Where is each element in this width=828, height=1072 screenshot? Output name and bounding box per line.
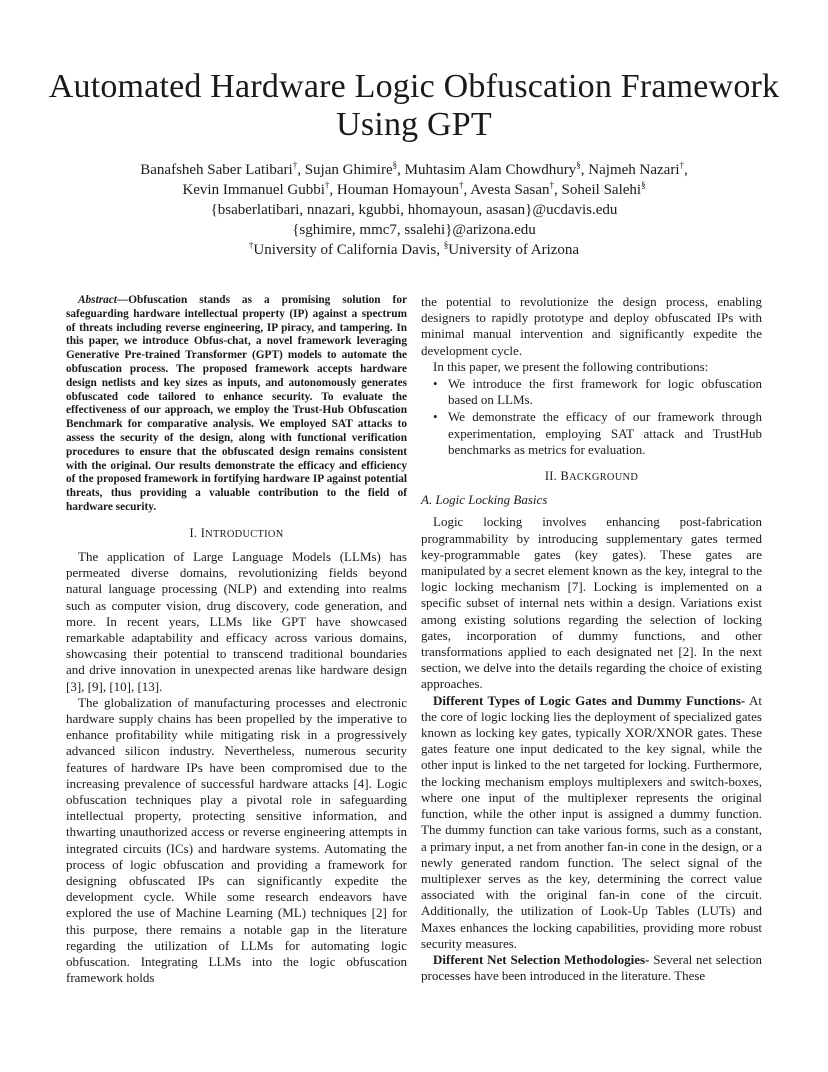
- list-item-text: We demonstrate the efficacy of our framework through experimentation, employing SAT attack and TrustHub benchmarks as metrics for evaluation.: [448, 409, 762, 457]
- list-item: [433, 409, 762, 458]
- author-name: Soheil Salehi: [561, 182, 642, 198]
- paragraph-text: Several net selection processes have been introduced in the literature. These: [421, 951, 762, 984]
- subsection-heading: A. Logic Locking Basics: [421, 492, 548, 508]
- author-name: Avesta Sasan: [470, 182, 550, 198]
- section-cap: B: [560, 469, 570, 484]
- affiliation-mark: †: [248, 240, 254, 250]
- background-paragraph-2: [421, 693, 762, 952]
- affiliation-mark: †: [679, 160, 684, 170]
- section-rest: ACKGROUND: [569, 472, 639, 484]
- intro-paragraph-2-continued: the potential to revolutionize the design process, enabling designers to rapidly prototype and deploy obfuscated IPs with minimal manual intervention and significantly expedite the development cycle.: [421, 294, 762, 358]
- affiliation-mark: §: [576, 160, 581, 170]
- section-number: I.: [189, 525, 201, 540]
- affiliation-arizona: University of Arizona: [448, 242, 580, 258]
- author-line-2: Kevin Immanuel Gubbi†, Houman Homayoun†, Avesta Sasan†, Soheil Salehi§: [182, 180, 646, 198]
- affiliation-mark: §: [443, 240, 449, 250]
- author-name: Kevin Immanuel Gubbi: [182, 182, 325, 198]
- bullet-icon: •: [433, 409, 438, 425]
- paper-title: Automated Hardware Logic Obfuscation Framework Using GPT: [48, 68, 780, 143]
- author-name: Najmeh Nazari: [588, 162, 680, 178]
- abstract-text: —Obfuscation stands as a promising solution for safeguarding hardware intellectual property (IP) against a spectrum of threats including reverse engineering, IP piracy, and tampering. In this paper, we introduce Obfus-chat, a novel framework leveraging Generative Pre-trained Transformer (GPT) models to automate the obfuscation process. The proposed framework accepts hardware design netlists and key sizes as inputs, and autonomously generates obfuscated code tailored to enhance security. To evaluate the effectiveness of our approach, we employ the Trust-Hub Obfuscation Benchmark for comparative analysis. We employed SAT attacks to assess the security of the design, along with functional verification procedures to ensure that the obfuscated design remains consistent with the original. Our results demonstrate the efficacy and efficiency of the proposed framework in fortifying hardware IP against potential threats, thus providing a valuable contribution to the field of hardware security.: [66, 294, 407, 513]
- author-name: Muhtasim Alam Chowdhury: [404, 162, 577, 178]
- run-in-heading: Different Types of Logic Gates and Dummy Functions-: [433, 692, 746, 708]
- right-column: [421, 294, 762, 984]
- affiliation-mark: §: [641, 180, 646, 190]
- section-heading-background: [421, 468, 762, 486]
- paragraph-text: At the core of logic locking lies the deployment of specialized gates known as locking key gates, typically XOR/XNOR gates. These gates feature one input dedicated to the key signal, while the other input is linked to the net targeted for locking. Furthermore, the locking mechanism employs multiplexers and switch-boxes, where one input of the multiplexer represents the original function, while the other input is assigned a dummy function. The dummy function can take various forms, such as a constant, a primary input, a net from another fan-in cone in the design, or a newly generated random function. The select signal of the multiplexer serves as the key, determining the correct value associated with the original fan-in cone of the circuit. Additionally, the utilization of Look-Up Tables (LUTs) and Maxes enhances the locking capabilities, providing more robust security measures.: [421, 692, 762, 951]
- affiliation-mark: †: [292, 160, 298, 170]
- affiliation-mark: †: [324, 180, 330, 190]
- contributions-intro: In this paper, we present the following contributions:: [433, 358, 709, 374]
- affiliation-mark: §: [392, 160, 398, 170]
- intro-paragraph-2: The globalization of manufacturing processes and electronic hardware supply chains has been propelled by the imperative to enhance profitability while mitigating risk in a progressively advanced silicon industry. Nevertheless, numerous security features of hardware IPs have been compromised due to the increasing prevalence of successful hardware attacks [4]. Logic obfuscation techniques play a pivotal role in safeguarding intellectual property, protecting sensitive information, and thwarting unauthorized access or reverse engineering attempts in integrated circuits (ICs) and hardware systems. Automating the process of logic obfuscation and providing a framework for designing obfuscated IPs can significantly expedite the development cycle. While some research endeavors have explored the use of Machine Learning (ML) techniques [2] for this purpose, there remains a notable gap in the literature regarding the utilization of LLMs for automating logic obfuscation. Integrating LLMs into the logic obfuscation framework holds: [66, 694, 407, 986]
- section-heading-introduction: [66, 525, 407, 543]
- author-name: Houman Homayoun: [336, 182, 459, 198]
- section-rest: NTRODUCTION: [205, 528, 284, 540]
- email-line-ucdavis: {bsaberlatibari, nnazari, kgubbi, hhomayoun, asasan}@ucdavis.edu: [210, 202, 618, 218]
- background-paragraph-3: [421, 952, 762, 984]
- background-paragraph-1: Logic locking involves enhancing post-fabrication programmability by introducing supplementary gates termed key-programmable gates (key gates). These gates are manipulated by a secret element known as the key, integral to the logic locking mechanism [7]. Locking is implemented on a specific subset of internal nets within a design. Variations exist among existing solutions regarding the selection of locking gates, incorporation of dummy functions, and other transformations applied to each designated net [2]. In the next section, we delve into the details regarding the choice of existing approaches.: [421, 514, 762, 692]
- affiliation-mark: †: [549, 180, 554, 190]
- author-name: Sujan Ghimire: [304, 162, 393, 178]
- author-line-1: Banafsheh Saber Latibari†, Sujan Ghimire§, Muhtasim Alam Chowdhury§, Najmeh Nazari†,: [140, 160, 688, 178]
- abstract: [66, 294, 407, 515]
- section-cap: I: [200, 525, 206, 540]
- author-block: [40, 160, 788, 260]
- abstract-label: Abstract: [78, 294, 117, 306]
- author-name: Banafsheh Saber Latibari: [140, 162, 293, 178]
- section-number: II.: [544, 469, 561, 484]
- bullet-icon: •: [433, 376, 438, 392]
- left-column: [66, 294, 407, 986]
- contributions-list: [421, 376, 762, 458]
- affiliation-mark: †: [459, 180, 464, 190]
- run-in-heading: Different Net Selection Methodologies-: [433, 951, 650, 967]
- affiliation-ucdavis: University of California Davis,: [253, 242, 444, 258]
- intro-paragraph-1: The application of Large Language Models (LLMs) has permeated diverse domains, revolutionizing fields beyond natural language processing (NLP) and extending into realms such as computer vision, drug discovery, code generation, and more. In recent years, LLMs like GPT have showcased remarkable adaptability and efficacy across various domains, showcasing their potential to transcend traditional boundaries and drive innovation in unexpected arenas like hardware design [3], [9], [10], [13].: [66, 548, 407, 694]
- affiliation-line: [40, 240, 788, 260]
- email-line-arizona: {sghimire, mmc7, ssalehi}@arizona.edu: [292, 222, 536, 238]
- list-item-text: We introduce the first framework for logic obfuscation based on LLMs.: [448, 376, 762, 408]
- list-item: [433, 376, 762, 408]
